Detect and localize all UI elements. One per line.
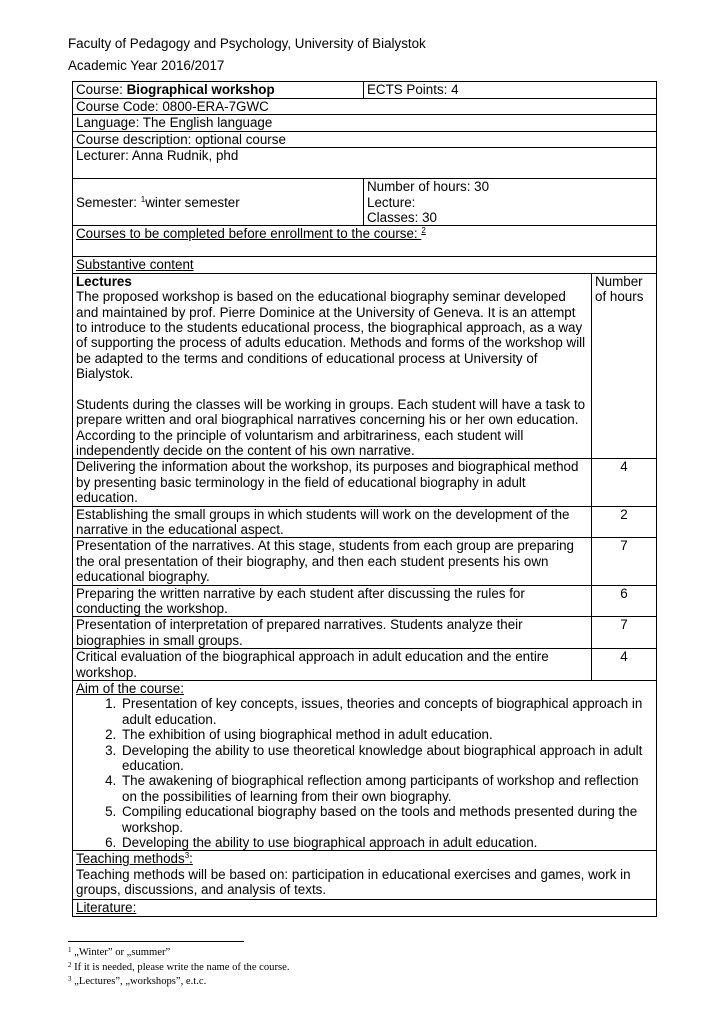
- aim-heading: Aim of the course:: [76, 681, 184, 696]
- topic-row: [73, 649, 657, 681]
- literature-heading: Literature:: [73, 900, 657, 916]
- faculty-header: Faculty of Pedagogy and Psychology, University of Bialystok: [68, 36, 426, 51]
- lectures-row: [73, 273, 657, 458]
- substantive-content: Substantive content: [73, 257, 657, 273]
- footnote-3: [68, 976, 206, 988]
- aim-item: 3. Developing the ability to use theoretical knowledge about biographical approach in adult education.: [120, 743, 653, 774]
- topic-hours: 4: [592, 459, 657, 506]
- aim-list: [76, 696, 653, 850]
- footnote-text: „Winter” or „summer”: [71, 947, 171, 958]
- topic-row: [73, 585, 657, 617]
- course-label: Course:: [76, 82, 127, 97]
- course-code: Course Code: 0800-ERA-7GWC: [73, 99, 657, 115]
- topic-row: [73, 459, 657, 506]
- lectures-paragraph-1: The proposed workshop is based on the educational biography seminar developed and maintained by prof. Pierre Dominice at the University of Geneva. It is an attempt to introduce to the students educational process, the biographical approach, as a way of supporting the process of adults education. Methods and forms of the workshop will be adapted to the terms and conditions of educational process at University of Bialystok.: [76, 289, 586, 382]
- footnote-number: 1: [68, 946, 72, 954]
- prerequisites: [73, 226, 657, 257]
- topic-hours: 2: [592, 506, 657, 538]
- classes-hours: Classes: 30: [367, 210, 437, 226]
- topic-hours: 4: [592, 649, 657, 681]
- teaching-row: [73, 851, 657, 900]
- aim-item: 2. The exhibition of using biographical method in adult education.: [120, 727, 653, 742]
- footnote-text: If it is needed, please write the name of the course.: [71, 962, 290, 973]
- topic-text: Preparing the written narrative by each student after discussing the rules for conducting the workshop.: [73, 585, 592, 617]
- semester-label: Semester:: [76, 194, 141, 210]
- aim-item: 6. Developing the ability to use biographical approach in adult education.: [120, 835, 653, 850]
- topic-row: [73, 538, 657, 585]
- teaching-text: Teaching methods will be based on: participation in educational exercises and games, work in groups, discussions, and analysis of texts.: [76, 866, 631, 898]
- course-name-cell: [73, 82, 364, 99]
- teaching-heading-text: Teaching methods: [76, 851, 185, 867]
- footnote-ref-3: 3: [184, 851, 190, 861]
- topic-text: Presentation of the narratives. At this stage, students from each group are preparing the oral presentation of their biography, and then each student presents his own educational biography.: [73, 538, 592, 585]
- aim-item: 4. The awakening of biographical reflection among participants of workshop and reflection on the possibilities of learning from their own biography.: [120, 773, 653, 804]
- hours-cell: [364, 179, 657, 226]
- topic-hours: 6: [592, 585, 657, 617]
- footnote-number: 3: [68, 975, 72, 983]
- topic-hours: 7: [592, 538, 657, 585]
- aim-item: 1. Presentation of key concepts, issues, theories and concepts of biographical approach in adult education.: [120, 696, 653, 727]
- semester-value: winter semester: [145, 194, 240, 210]
- teaching-cell: [73, 851, 657, 900]
- lecture-hours: Lecture:: [367, 194, 416, 210]
- topic-text: Establishing the small groups in which students will work on the development of the narrative in the educational aspect.: [73, 506, 592, 538]
- teaching-heading: [76, 851, 653, 866]
- lectures-paragraph-2: Students during the classes will be working in groups. Each student will have a task to prepare written and oral biographical narratives concerning his or her own education. According to the principle of voluntarism and arbitrariness, each student will independently decide on the content of his own narrative.: [76, 396, 586, 458]
- lecturer: Lecturer: Anna Rudnik, phd: [73, 148, 657, 179]
- topic-text: Presentation of interpretation of prepared narratives. Students analyze their biographies in small groups.: [73, 617, 592, 649]
- lectures-heading: Lectures: [76, 273, 132, 289]
- footnote-ref-2: 2: [421, 226, 426, 236]
- academic-year: Academic Year 2016/2017: [68, 58, 225, 73]
- lectures-cell: [73, 273, 592, 458]
- topic-text: Critical evaluation of the biographical approach in adult education and the entire workshop.: [73, 649, 592, 681]
- aim-cell: [73, 681, 657, 851]
- course-table: [72, 81, 657, 917]
- footnote-ref-1: 1: [140, 194, 146, 204]
- course-row: [73, 82, 657, 99]
- prereq-label: Courses to be completed before enrollment to the course:: [76, 226, 422, 242]
- footnote-2: [68, 962, 289, 974]
- ects-points: ECTS Points: 4: [364, 82, 657, 99]
- course-name: Biographical workshop: [126, 82, 275, 97]
- aim-item: 5. Compiling educational biography based on the tools and methods presented during the workshop.: [120, 804, 653, 835]
- hours-total: Number of hours: 30: [367, 179, 490, 195]
- course-description: Course description: optional course: [73, 131, 657, 147]
- footnote-divider: [68, 941, 244, 942]
- teaching-heading-colon: :: [189, 851, 193, 867]
- topic-row: [73, 506, 657, 538]
- footnote-number: 2: [68, 961, 72, 969]
- topic-row: [73, 617, 657, 649]
- topic-hours: 7: [592, 617, 657, 649]
- footnote-1: [68, 947, 170, 959]
- footnote-text: „Lectures”, „workshops”, e.t.c.: [71, 976, 207, 987]
- course-language: Language: The English language: [73, 115, 657, 131]
- semester-row: [73, 179, 657, 226]
- aim-row: [73, 681, 657, 851]
- semester-cell: [73, 179, 364, 226]
- hours-header: Number of hours: [592, 273, 657, 458]
- topic-text: Delivering the information about the workshop, its purposes and biographical method by presenting basic terminology in the field of educational biography in adult education.: [73, 459, 592, 506]
